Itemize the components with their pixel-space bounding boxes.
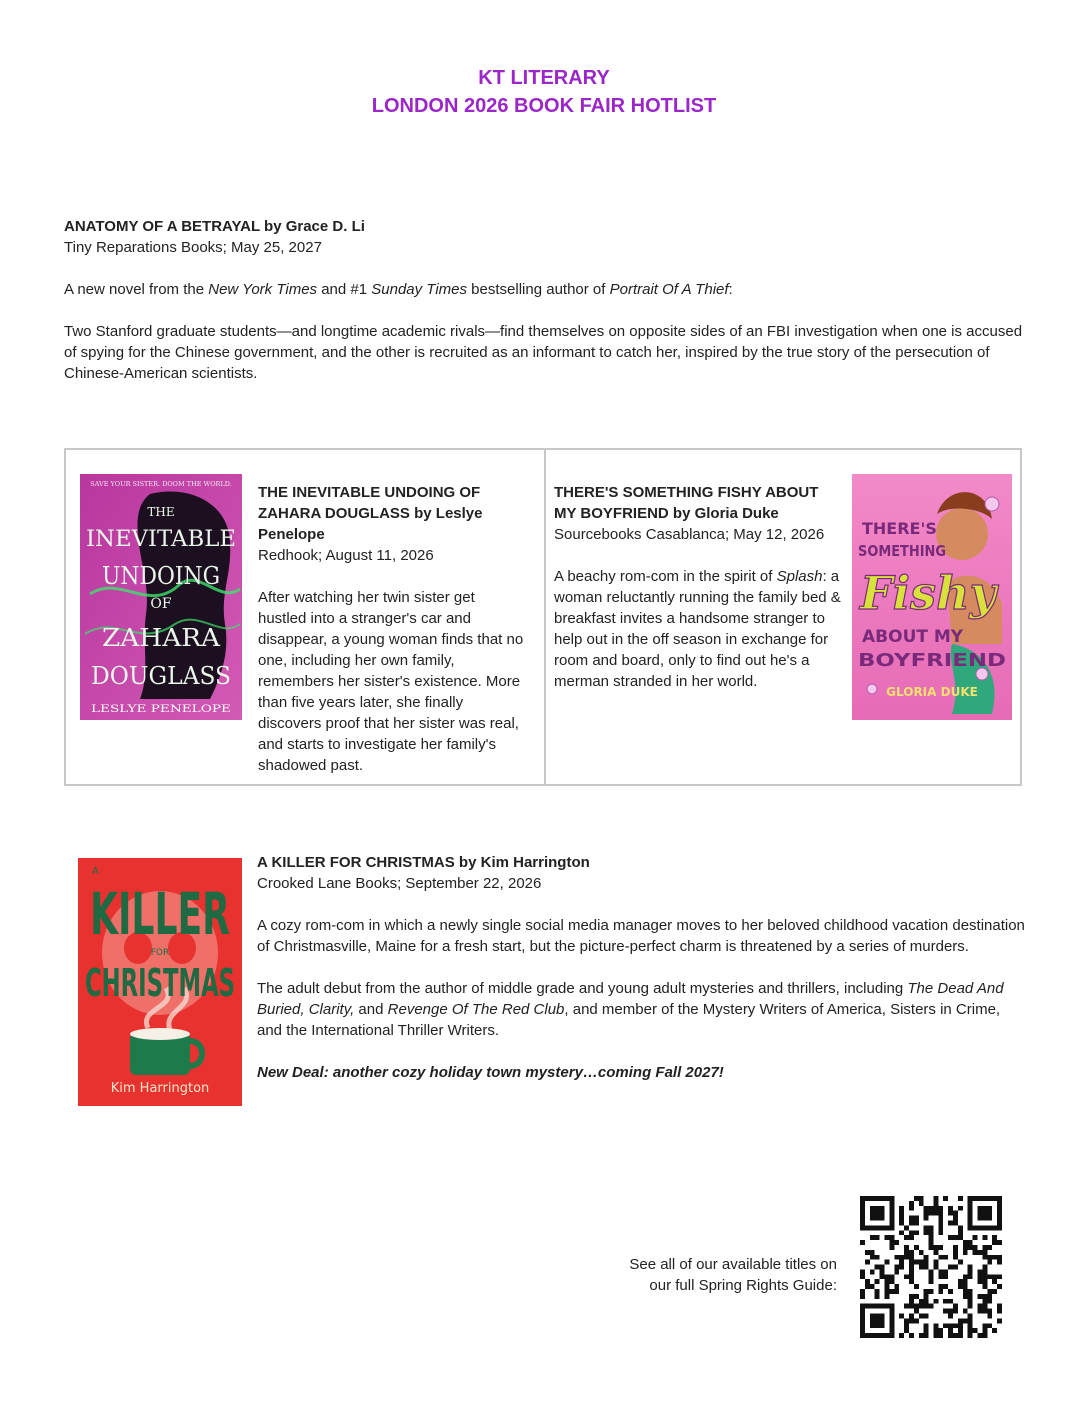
book-description: After watching her twin sister get hustled into a stranger's car and disappear, a young woman finds that no one, including her own family, remembers her sister's existence. More than five years later, she finally discovers proof that her sister was real, and starts to investigate her family's shadowed past. xyxy=(258,589,524,774)
svg-text:DOUGLASS: DOUGLASS xyxy=(91,662,231,690)
book-intro: A new novel from the New York Times and #1 Sunday Times bestselling author of Portrait Of A Thief: xyxy=(64,281,733,298)
svg-text:A: A xyxy=(92,866,99,877)
book-entry-killer xyxy=(257,852,1027,1083)
svg-text:UNDOING: UNDOING xyxy=(102,562,220,590)
book-publisher: Crooked Lane Books; September 22, 2026 xyxy=(257,875,542,892)
svg-text:FOR: FOR xyxy=(150,948,170,958)
cover-killer-for-christmas xyxy=(78,858,242,1106)
book-publisher: Sourcebooks Casablanca; May 12, 2026 xyxy=(554,526,825,543)
svg-text:THE: THE xyxy=(147,505,175,519)
page-header xyxy=(0,64,1088,120)
svg-text:ABOUT MY: ABOUT MY xyxy=(862,627,964,647)
two-book-table xyxy=(64,448,1022,786)
book-title: THERE'S SOMETHING FISHY ABOUT MY BOYFRIEND by Gloria Duke xyxy=(554,484,819,522)
hotlist-title: LONDON 2026 BOOK FAIR HOTLIST xyxy=(371,95,717,117)
svg-text:Fishy: Fishy xyxy=(860,566,997,620)
svg-text:CHRISTMAS: CHRISTMAS xyxy=(85,961,235,1005)
book-publisher: Tiny Reparations Books; May 25, 2027 xyxy=(64,239,322,256)
book-publisher: Redhook; August 11, 2026 xyxy=(258,547,434,564)
svg-text:KILLER: KILLER xyxy=(90,880,230,948)
book-entry-anatomy xyxy=(64,216,1034,384)
svg-text:GLORIA DUKE: GLORIA DUKE xyxy=(886,685,978,699)
rights-guide-note: See all of our available titles on our full Spring Rights Guide: xyxy=(629,1256,837,1294)
book-entry-fishy xyxy=(554,482,844,692)
book-description: A beachy rom-com in the spirit of Splash: a woman reluctantly running the family bed & breakfast invites a handsome stranger to help out in the off season in exchange for room and board, only to find out he's a merman stranded in her world. xyxy=(554,568,841,690)
book-author-bio: The adult debut from the author of middle grade and young adult mysteries and thrillers, including The Dead And Buried, Clarity, and Revenge Of The Red Club, and member of the Mystery Writers of America, Sisters in Crime, and the International Thriller Writers. xyxy=(257,980,1004,1039)
cover-something-fishy xyxy=(852,474,1012,720)
book-description: Two Stanford graduate students—and longtime academic rivals—find themselves on opposite sides of an FBI investigation when one is accused of spying for the Chinese government, and the other is recruited as an informant to catch her, inspired by the true story of the persecution of Chinese-American scientists. xyxy=(64,323,1023,382)
svg-text:THERE'S: THERE'S xyxy=(862,519,937,538)
svg-text:BOYFRIEND: BOYFRIEND xyxy=(858,650,1006,671)
svg-text:SAVE YOUR SISTER. DOOM THE WOR: SAVE YOUR SISTER. DOOM THE WORLD. xyxy=(90,480,232,488)
new-deal-note: New Deal: another cozy holiday town mystery…coming Fall 2027! xyxy=(257,1064,724,1081)
qr-code-rights-guide[interactable] xyxy=(860,1196,1002,1338)
svg-text:Kim Harrington: Kim Harrington xyxy=(110,1081,210,1096)
svg-text:SOMETHING: SOMETHING xyxy=(858,542,946,560)
book-title: THE INEVITABLE UNDOING OF ZAHARA DOUGLASS by Leslye Penelope xyxy=(258,484,483,543)
svg-text:INEVITABLE: INEVITABLE xyxy=(86,527,236,552)
book-description: A cozy rom-com in which a newly single social media manager moves to her beloved childhood vacation destination of Christmasville, Maine for a fresh start, but the picture-perfect charm is threatened by a series of murders. xyxy=(257,917,1025,955)
book-title: ANATOMY OF A BETRAYAL by Grace D. Li xyxy=(64,218,365,235)
book-title: A KILLER FOR CHRISTMAS by Kim Harrington xyxy=(257,854,590,871)
svg-text:LESLYE PENELOPE: LESLYE PENELOPE xyxy=(91,704,231,715)
svg-text:OF: OF xyxy=(150,596,172,612)
agency-name: KT LITERARY xyxy=(478,67,610,89)
svg-text:ZAHARA: ZAHARA xyxy=(102,624,221,652)
cover-zahara-douglass xyxy=(80,474,242,720)
table-divider xyxy=(544,450,546,784)
book-entry-zahara xyxy=(258,482,526,776)
